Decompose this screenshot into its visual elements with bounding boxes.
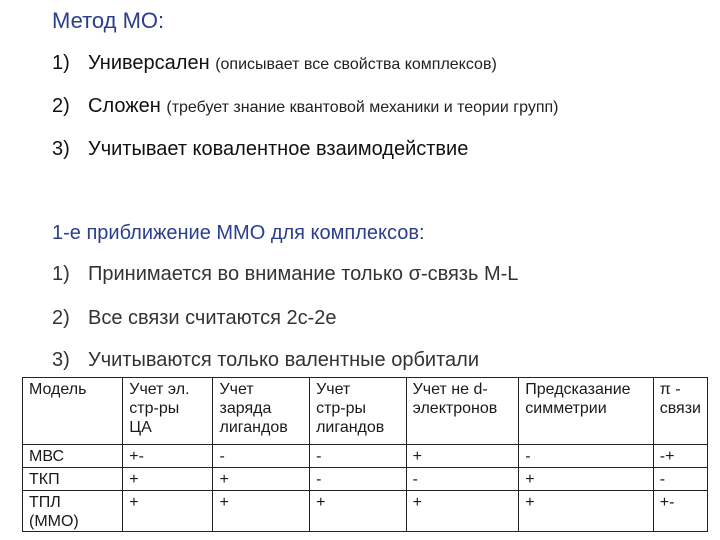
cell: +-: [653, 491, 707, 532]
cell-model: МВС: [23, 445, 123, 468]
cell: +: [123, 491, 213, 532]
cell: +: [310, 491, 407, 532]
mo-item-1: [52, 52, 497, 75]
approx-item-3-num: 3): [52, 349, 70, 371]
cell: -: [406, 468, 519, 491]
table-row: [23, 491, 708, 532]
cell-model: ТКП: [23, 468, 123, 491]
method-title: Метод МО:: [52, 8, 165, 33]
cell: -: [310, 445, 407, 468]
cell: -+: [653, 445, 707, 468]
mo-item-2-note: (требует знание квантовой механики и теории групп): [166, 99, 559, 116]
table-row: [23, 445, 708, 468]
mo-item-2-main: Сложен: [88, 95, 161, 117]
header-pi-bonds: π - связи: [653, 378, 707, 445]
header-ca-structure: Учет эл. стр-ры ЦА: [123, 378, 213, 445]
header-symmetry-prediction: Предсказание симметрии: [519, 378, 653, 445]
cell: +: [406, 445, 519, 468]
header-non-d-electrons: Учет не d- электронов: [406, 378, 519, 445]
cell: +: [406, 491, 519, 532]
cell: -: [653, 468, 707, 491]
header-model: Модель: [23, 378, 123, 445]
approx-item-1: [52, 263, 518, 286]
table-header-row: [23, 378, 708, 445]
approx-item-3-text: Учитываются только валентные орбитали: [88, 349, 479, 371]
cell: -: [519, 445, 653, 468]
cell-model: ТПЛ (ММО): [23, 491, 123, 532]
mo-item-3-num: 3): [52, 138, 70, 160]
cell: -: [310, 468, 407, 491]
mo-item-1-main: Универсален: [88, 52, 210, 74]
cell: +-: [123, 445, 213, 468]
cell: +: [213, 491, 310, 532]
comparison-table: [22, 377, 708, 532]
cell: +: [213, 468, 310, 491]
header-ligand-structure: Учет стр-ры лигандов: [310, 378, 407, 445]
cell: +: [519, 468, 653, 491]
approx-item-2-text: Все связи считаются 2с-2е: [88, 307, 337, 329]
cell: +: [123, 468, 213, 491]
approx-item-1-text: Принимается во внимание только σ-связь M-L: [88, 263, 519, 285]
mo-item-1-num: 1): [52, 52, 70, 74]
mo-item-3: [52, 138, 468, 161]
cell: +: [519, 491, 653, 532]
approx-title: 1-е приближение ММО для комплексов:: [52, 222, 425, 244]
mo-item-2: [52, 95, 558, 118]
table-row: [23, 468, 708, 491]
approx-item-2-num: 2): [52, 307, 70, 329]
header-ligand-charge: Учет заряда лигандов: [213, 378, 310, 445]
approx-item-2: [52, 307, 337, 330]
mo-item-3-main: Учитывает ковалентное взаимодействие: [88, 138, 469, 160]
approx-item-1-num: 1): [52, 263, 70, 285]
approx-item-3: [52, 349, 479, 372]
cell: -: [213, 445, 310, 468]
mo-item-2-num: 2): [52, 95, 70, 117]
mo-item-1-note: (описывает все свойства комплексов): [215, 56, 497, 73]
